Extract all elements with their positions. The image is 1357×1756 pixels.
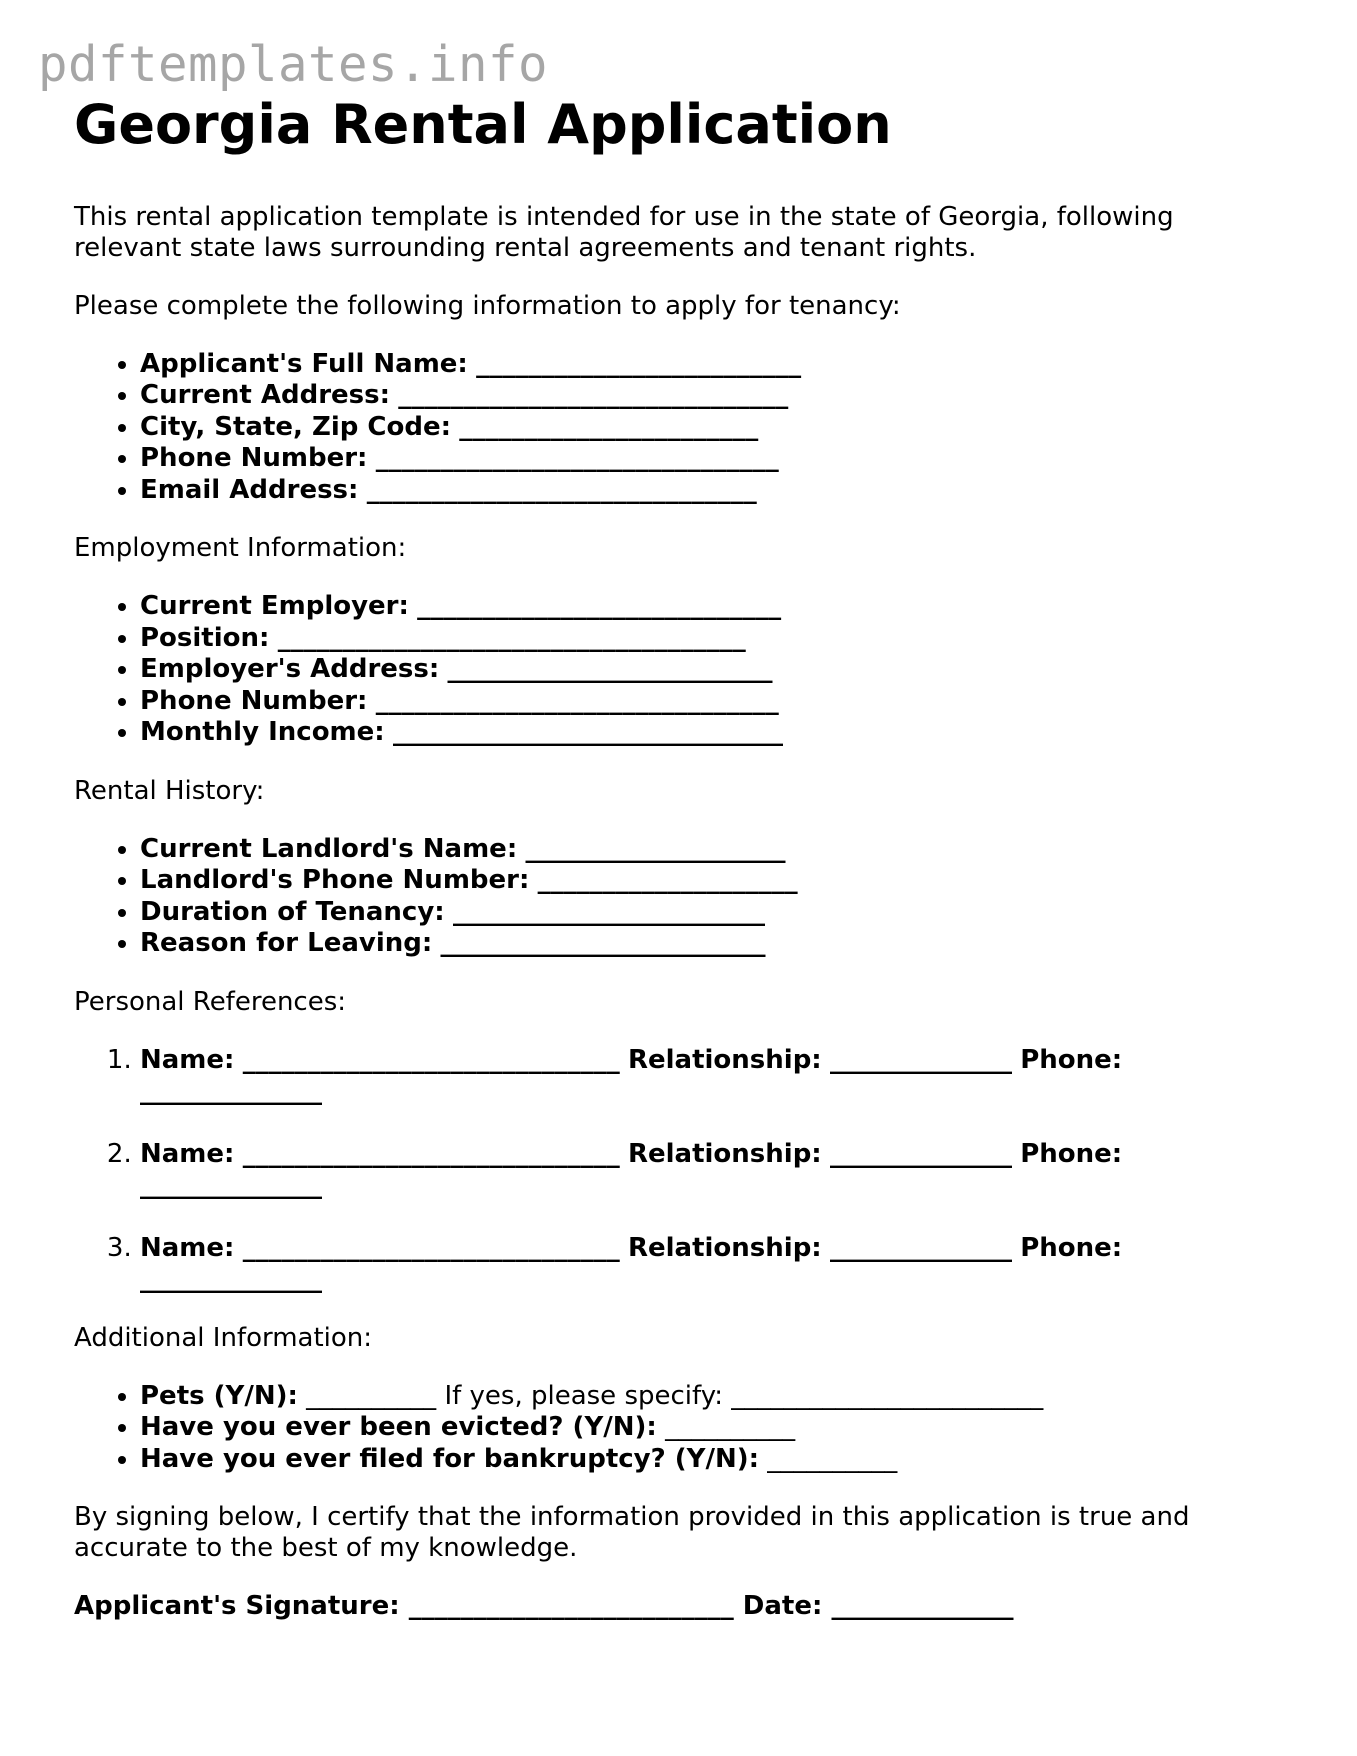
list-item: [140, 443, 1284, 475]
pets-specify-label: If yes, please specify:: [444, 1380, 723, 1411]
list-item: [140, 380, 1284, 412]
field-label: Current Employer:: [140, 591, 409, 622]
bankruptcy-blank[interactable]: __________: [767, 1443, 898, 1474]
references-heading: Personal References:: [74, 986, 347, 1017]
employer-address-blank[interactable]: _________________________: [447, 654, 773, 685]
reference-relationship-blank[interactable]: ______________: [829, 1138, 1012, 1169]
list-item: [140, 897, 1284, 929]
landlord-phone-blank[interactable]: ____________________: [537, 865, 798, 896]
employment-heading: Employment Information:: [74, 533, 407, 564]
reference-relationship-blank[interactable]: ______________: [829, 1232, 1012, 1263]
field-label: Phone:: [1020, 1138, 1123, 1169]
date-label: Date:: [742, 1591, 823, 1622]
landlord-name-blank[interactable]: ____________________: [525, 833, 786, 864]
field-label: Reason for Leaving:: [140, 928, 433, 959]
list-item: [140, 686, 1284, 718]
field-label: Monthly Income:: [140, 717, 385, 748]
references-list: [74, 1045, 1284, 1296]
additional-heading: Additional Information:: [74, 1322, 373, 1353]
date-blank[interactable]: ______________: [831, 1591, 1014, 1622]
list-item: [140, 654, 1284, 686]
list-item: [140, 865, 1284, 897]
applicant-fields-list: [74, 349, 1284, 507]
field-label: Name:: [140, 1232, 235, 1263]
field-label: Name:: [140, 1138, 235, 1169]
field-label: Phone:: [1020, 1232, 1123, 1263]
reference-phone-blank[interactable]: ______________: [140, 1264, 322, 1295]
reference-phone-blank[interactable]: ______________: [140, 1076, 322, 1107]
additional-info-list: [74, 1381, 1284, 1476]
field-label: Relationship:: [627, 1044, 822, 1075]
document-page: [74, 93, 1284, 1622]
field-label: Phone Number:: [140, 685, 368, 716]
list-item: [140, 928, 1284, 960]
field-label: Phone:: [1020, 1044, 1123, 1075]
reference-relationship-blank[interactable]: ______________: [829, 1044, 1012, 1075]
list-item: [140, 834, 1284, 866]
field-label: Name:: [140, 1044, 235, 1075]
field-label: Applicant's Full Name:: [140, 348, 468, 379]
field-label: Relationship:: [627, 1232, 822, 1263]
list-item: [140, 412, 1284, 444]
field-label: Phone Number:: [140, 443, 368, 474]
field-label: Have you ever filed for bankruptcy? (Y/N):: [140, 1443, 759, 1474]
tenancy-duration-blank[interactable]: ________________________: [452, 896, 765, 927]
employment-fields-list: [74, 591, 1284, 749]
page-title: Georgia Rental Application: [74, 93, 892, 156]
list-item: [140, 1444, 1284, 1476]
rental-history-list: [74, 834, 1284, 960]
current-employer-blank[interactable]: ____________________________: [417, 591, 782, 622]
intro-paragraph: This rental application template is intended for use in the state of Georgia, following relevant state laws surrounding rental agreements and tenant rights.: [74, 201, 1174, 263]
phone-number-blank[interactable]: _______________________________: [375, 443, 779, 474]
field-label: Landlord's Phone Number:: [140, 865, 530, 896]
list-item: [140, 475, 1284, 507]
full-name-blank[interactable]: _________________________: [476, 348, 802, 379]
field-label: City, State, Zip Code:: [140, 411, 451, 442]
reason-leaving-blank[interactable]: _________________________: [440, 928, 766, 959]
reference-name-blank[interactable]: _____________________________: [242, 1044, 620, 1075]
list-item: [140, 1381, 1284, 1413]
list-item: [140, 1233, 1284, 1296]
reference-name-blank[interactable]: _____________________________: [242, 1138, 620, 1169]
list-item: [140, 623, 1284, 655]
list-item: [140, 1045, 1284, 1108]
current-address-blank[interactable]: ______________________________: [398, 380, 789, 411]
position-blank[interactable]: ____________________________________: [277, 622, 746, 653]
field-label: Pets (Y/N):: [140, 1380, 298, 1411]
rental-history-heading: Rental History:: [74, 775, 265, 806]
field-label: Email Address:: [140, 474, 359, 505]
list-item: [140, 591, 1284, 623]
list-item: [140, 1139, 1284, 1202]
pets-specify-blank[interactable]: ________________________: [731, 1380, 1044, 1411]
signature-line: [74, 1591, 1284, 1622]
instructions-paragraph: Please complete the following information to apply for tenancy:: [74, 290, 901, 321]
evicted-blank[interactable]: __________: [665, 1412, 796, 1443]
certification-paragraph: By signing below, I certify that the information provided in this application is true and accurate to the best of my knowledge.: [74, 1502, 1190, 1564]
reference-phone-blank[interactable]: ______________: [140, 1170, 322, 1201]
employer-phone-blank[interactable]: _______________________________: [375, 685, 779, 716]
list-item: [140, 717, 1284, 749]
email-address-blank[interactable]: ______________________________: [366, 474, 757, 505]
list-item: [140, 1412, 1284, 1444]
field-label: Employer's Address:: [140, 654, 440, 685]
city-state-zip-blank[interactable]: _______________________: [459, 411, 759, 442]
field-label: Position:: [140, 622, 270, 653]
monthly-income-blank[interactable]: ______________________________: [392, 717, 783, 748]
field-label: Have you ever been evicted? (Y/N):: [140, 1412, 657, 1443]
field-label: Current Address:: [140, 380, 391, 411]
signature-label: Applicant's Signature:: [74, 1591, 400, 1622]
watermark: pdftemplates.info: [38, 36, 549, 93]
pets-blank[interactable]: __________: [306, 1380, 437, 1411]
reference-name-blank[interactable]: _____________________________: [242, 1232, 620, 1263]
field-label: Relationship:: [627, 1138, 822, 1169]
list-item: [140, 349, 1284, 381]
field-label: Current Landlord's Name:: [140, 833, 518, 864]
signature-blank[interactable]: _________________________: [408, 1591, 734, 1622]
field-label: Duration of Tenancy:: [140, 896, 445, 927]
